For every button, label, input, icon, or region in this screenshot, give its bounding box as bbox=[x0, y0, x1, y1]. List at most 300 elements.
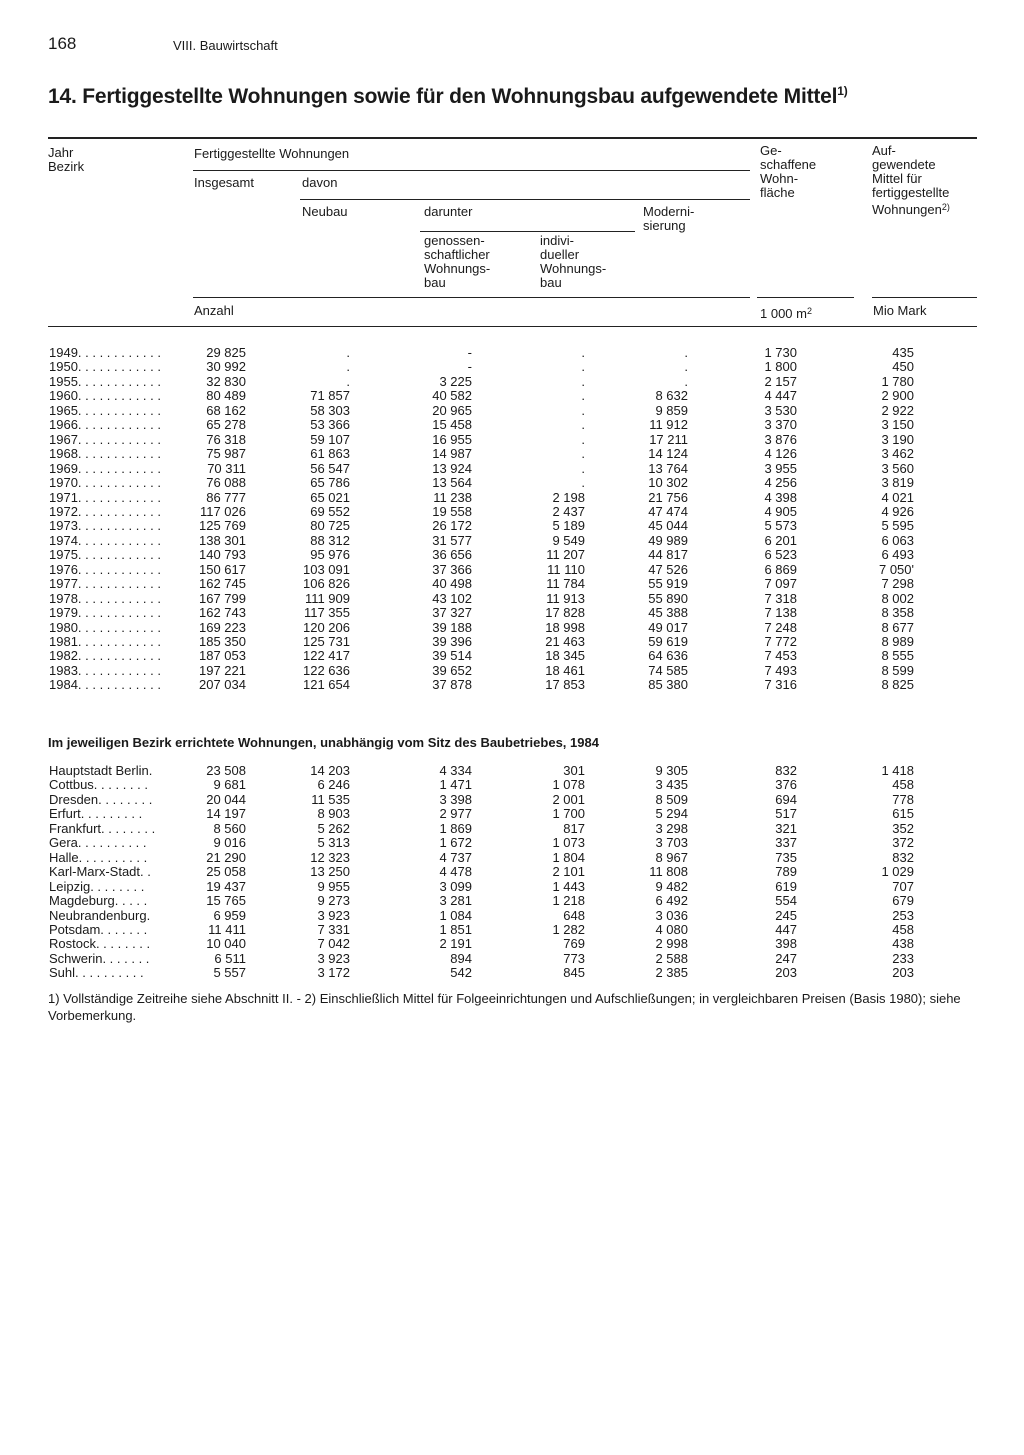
cell-neu: 103 091 bbox=[303, 561, 350, 577]
cell-mod: 55 919 bbox=[648, 576, 688, 592]
cell-mod: 74 585 bbox=[648, 662, 688, 678]
row-leader-dots: . bbox=[148, 763, 153, 778]
cell-mit: 8 825 bbox=[881, 677, 914, 693]
header-flaeche-line: Ge- bbox=[760, 143, 782, 158]
cell-neu: 69 552 bbox=[310, 503, 350, 519]
cell-gen: - bbox=[467, 345, 472, 360]
cell-ins: 25 058 bbox=[206, 864, 246, 880]
page-number: 168 bbox=[48, 34, 77, 53]
header-individuell bbox=[540, 234, 606, 290]
cell-fl: 7 097 bbox=[764, 576, 797, 592]
header-neubau: Neubau bbox=[302, 204, 348, 219]
cell-mod: 3 435 bbox=[655, 777, 688, 793]
cell-ind: 1 282 bbox=[552, 921, 585, 937]
cell-gen: 4 478 bbox=[439, 864, 472, 880]
row-label: 1966 bbox=[49, 417, 78, 433]
header-bottom-rule bbox=[48, 326, 977, 327]
cell-ind: . bbox=[581, 388, 585, 404]
cell-neu: 80 725 bbox=[310, 518, 350, 534]
header-jahr-line: Jahr bbox=[48, 145, 74, 160]
cell-fl: 7 138 bbox=[764, 605, 797, 621]
cell-fl: 7 248 bbox=[764, 619, 797, 635]
cell-gen: 2 191 bbox=[439, 936, 472, 952]
cell-gen: 39 652 bbox=[432, 662, 472, 678]
header-modernisierung bbox=[643, 205, 694, 233]
header-rule-fertig bbox=[193, 170, 750, 171]
header-flaeche-line: fläche bbox=[760, 185, 795, 200]
row-leader-dots: . . . . . . . . . . . . bbox=[77, 475, 161, 491]
cell-ins: 75 987 bbox=[206, 446, 246, 462]
cell-ind: 773 bbox=[563, 950, 585, 966]
cell-ins: 70 311 bbox=[207, 460, 246, 476]
row-label: 1978 bbox=[49, 590, 78, 606]
cell-neu: 59 107 bbox=[310, 431, 350, 447]
cell-fl: 321 bbox=[775, 820, 797, 836]
cell-mit: 8 989 bbox=[881, 634, 914, 649]
cell-mit: 203 bbox=[892, 965, 914, 981]
cell-mit: 8 555 bbox=[881, 648, 914, 664]
cell-ins: 140 793 bbox=[199, 547, 246, 563]
header-darunter: darunter bbox=[424, 204, 473, 219]
header-flaeche-line: Wohn- bbox=[760, 171, 799, 186]
row-label: 1975 bbox=[49, 547, 78, 563]
cell-ind: . bbox=[581, 446, 585, 462]
cell-ins: 15 765 bbox=[206, 893, 246, 909]
row-label: 1976 bbox=[49, 561, 78, 577]
cell-mit: 1 029 bbox=[881, 864, 914, 880]
year-row bbox=[0, 389, 1024, 403]
cell-mit: 3 462 bbox=[881, 446, 914, 462]
year-row bbox=[0, 563, 1024, 577]
row-leader-dots: . . . . . . . bbox=[102, 950, 150, 966]
cell-ind: 11 207 bbox=[546, 547, 585, 563]
cell-mit: 7 050' bbox=[878, 561, 914, 577]
cell-ins: 6 959 bbox=[213, 907, 246, 923]
cell-fl: 203 bbox=[775, 965, 797, 981]
cell-mod: 14 124 bbox=[648, 446, 688, 462]
header-mittel-line: gewendete bbox=[872, 157, 936, 172]
cell-neu: 106 826 bbox=[303, 576, 350, 592]
row-label: Karl-Marx-Stadt bbox=[49, 864, 141, 880]
row-label: 1967 bbox=[49, 431, 78, 447]
cell-mod: 6 492 bbox=[655, 893, 688, 909]
row-label: 1949 bbox=[49, 345, 78, 360]
bezirk-row bbox=[0, 822, 1024, 836]
cell-ind: . bbox=[581, 345, 585, 360]
cell-neu: 65 786 bbox=[310, 475, 350, 491]
header-rule-units-flaeche bbox=[757, 297, 854, 298]
year-row bbox=[0, 346, 1024, 360]
cell-mit: 450 bbox=[892, 359, 914, 375]
cell-gen: 40 498 bbox=[432, 576, 472, 592]
row-leader-dots: . . . . . . . . . . bbox=[77, 835, 147, 851]
row-leader-dots: . . . . . . . . . . . . bbox=[77, 532, 161, 548]
cell-ins: 138 301 bbox=[199, 532, 246, 548]
row-leader-dots: . bbox=[146, 907, 151, 923]
row-leader-dots: . . bbox=[140, 864, 151, 880]
year-row bbox=[0, 635, 1024, 649]
section-title: VIII. Bauwirtschaft bbox=[173, 38, 278, 53]
cell-mit: 458 bbox=[892, 777, 914, 793]
row-leader-dots: . . . . . . . . . . . . bbox=[77, 662, 161, 678]
cell-ins: 150 617 bbox=[199, 561, 246, 577]
bezirk-row bbox=[0, 807, 1024, 821]
cell-mod: 10 302 bbox=[648, 475, 688, 491]
cell-ins: 9 681 bbox=[213, 777, 246, 793]
cell-ins: 68 162 bbox=[206, 402, 246, 418]
cell-ins: 29 825 bbox=[206, 345, 246, 360]
cell-mod: 44 817 bbox=[648, 547, 688, 563]
row-leader-dots: . . . . . . . . . . . . bbox=[77, 605, 161, 621]
cell-mit: 3 560 bbox=[881, 460, 914, 476]
year-row bbox=[0, 577, 1024, 591]
header-insgesamt: Insgesamt bbox=[194, 175, 254, 190]
cell-mod: 59 619 bbox=[648, 634, 688, 649]
header-fertiggestellte: Fertiggestellte Wohnungen bbox=[194, 146, 350, 161]
cell-mod: 21 756 bbox=[648, 489, 688, 505]
cell-gen: 3 398 bbox=[439, 791, 472, 807]
bezirk-row bbox=[0, 851, 1024, 865]
cell-mod: 8 632 bbox=[655, 388, 688, 404]
cell-ins: 167 799 bbox=[199, 590, 246, 606]
cell-mit: 832 bbox=[892, 849, 914, 865]
header-top-rule bbox=[48, 137, 977, 139]
year-row bbox=[0, 534, 1024, 548]
row-leader-dots: . . . . . . . . . . bbox=[75, 965, 144, 981]
cell-gen: 13 924 bbox=[432, 460, 472, 476]
cell-ind: 18 345 bbox=[545, 648, 585, 664]
cell-ind: 301 bbox=[563, 763, 585, 778]
cell-fl: 245 bbox=[775, 907, 797, 923]
cell-ins: 10 040 bbox=[206, 936, 246, 952]
year-row bbox=[0, 375, 1024, 389]
cell-mit: 4 926 bbox=[881, 503, 914, 519]
cell-mit: 4 021 bbox=[881, 489, 914, 505]
row-label: Neubrandenburg bbox=[49, 907, 147, 923]
cell-ins: 11 411 bbox=[208, 921, 246, 937]
cell-neu: 117 355 bbox=[303, 605, 350, 621]
cell-gen: 542 bbox=[450, 965, 472, 981]
cell-ins: 187 053 bbox=[199, 648, 246, 664]
cell-ind: 1 078 bbox=[552, 777, 585, 793]
cell-mit: 435 bbox=[892, 345, 914, 360]
cell-gen: 11 238 bbox=[433, 489, 472, 505]
cell-ind: 2 101 bbox=[552, 864, 585, 880]
footnote: 1) Vollständige Zeitreihe siehe Abschnitt II. - 2) Einschließlich Mittel für Folgeeinrichtungen und Aufschließungen; in vergleichbaren Preisen (Basis 1980); siehe Vorbemerkung. bbox=[48, 991, 961, 1023]
cell-mit: 438 bbox=[892, 936, 914, 952]
cell-gen: 36 656 bbox=[432, 547, 472, 563]
row-label: 1969 bbox=[49, 460, 78, 476]
row-leader-dots: . . . . . . . . . . . . bbox=[77, 489, 161, 505]
cell-mod: 45 388 bbox=[648, 605, 688, 621]
header-modernisierung-line: sierung bbox=[643, 218, 686, 233]
cell-neu: 111 909 bbox=[304, 590, 350, 606]
cell-ind: . bbox=[581, 402, 585, 418]
cell-ins: 162 743 bbox=[199, 605, 246, 621]
cell-neu: 9 955 bbox=[317, 878, 350, 894]
year-row bbox=[0, 606, 1024, 620]
cell-fl: 4 905 bbox=[764, 503, 797, 519]
bezirk-row bbox=[0, 966, 1024, 980]
cell-mod: . bbox=[684, 359, 688, 375]
row-label: 1971 bbox=[49, 489, 78, 505]
header-genossen-line: genossen- bbox=[424, 233, 485, 248]
cell-neu: 9 273 bbox=[317, 893, 350, 909]
cell-neu: 71 857 bbox=[310, 388, 350, 404]
cell-ind: . bbox=[581, 475, 585, 491]
cell-ins: 117 026 bbox=[199, 503, 246, 519]
cell-ins: 197 221 bbox=[199, 662, 246, 678]
cell-neu: 8 903 bbox=[317, 806, 350, 822]
cell-gen: 15 458 bbox=[432, 417, 472, 433]
cell-fl: 3 370 bbox=[764, 417, 797, 433]
cell-neu: 58 303 bbox=[310, 402, 350, 418]
cell-fl: 398 bbox=[775, 936, 797, 952]
year-row bbox=[0, 491, 1024, 505]
cell-gen: 894 bbox=[450, 950, 472, 966]
header-individuell-line: Wohnungs- bbox=[540, 261, 607, 276]
row-label: 1980 bbox=[49, 619, 78, 635]
header-rule-davon bbox=[300, 199, 750, 200]
cell-mod: 49 989 bbox=[648, 532, 688, 548]
cell-fl: 3 955 bbox=[764, 460, 797, 476]
row-label: 1950 bbox=[49, 359, 78, 375]
bezirk-row bbox=[0, 894, 1024, 908]
cell-ind: 1 218 bbox=[552, 893, 585, 909]
year-row bbox=[0, 678, 1024, 692]
row-leader-dots: . . . . . . . bbox=[100, 921, 148, 937]
cell-mod: 11 912 bbox=[649, 417, 688, 433]
row-label: 1977 bbox=[49, 576, 78, 592]
row-label: Halle bbox=[49, 849, 79, 865]
cell-ins: 207 034 bbox=[199, 677, 246, 693]
cell-fl: 6 201 bbox=[764, 532, 797, 548]
cell-ins: 19 437 bbox=[206, 878, 246, 894]
year-row bbox=[0, 548, 1024, 562]
cell-ind: 648 bbox=[563, 907, 585, 923]
cell-ind: 1 804 bbox=[552, 849, 585, 865]
cell-mit: 2 900 bbox=[881, 388, 914, 404]
cell-ind: 845 bbox=[563, 965, 585, 981]
year-row bbox=[0, 404, 1024, 418]
cell-mit: 7 298 bbox=[881, 576, 914, 592]
year-row bbox=[0, 649, 1024, 663]
cell-mit: 458 bbox=[892, 921, 914, 937]
cell-fl: 789 bbox=[775, 864, 797, 880]
row-leader-dots: . . . . . . . . . . . . bbox=[77, 648, 161, 664]
bezirk-row bbox=[0, 937, 1024, 951]
cell-gen: 39 396 bbox=[432, 634, 472, 649]
row-leader-dots: . . . . . . . . . . . . bbox=[77, 388, 161, 404]
row-leader-dots: . . . . . . . . . . . . bbox=[77, 359, 161, 375]
row-leader-dots: . . . . . . . . . . . . bbox=[77, 590, 161, 606]
cell-gen: 3 281 bbox=[439, 893, 472, 909]
cell-mit: 8 002 bbox=[881, 590, 914, 606]
cell-neu: 56 547 bbox=[310, 460, 350, 476]
cell-ind: 817 bbox=[563, 820, 585, 836]
cell-gen: 14 987 bbox=[432, 446, 472, 462]
year-row bbox=[0, 592, 1024, 606]
row-leader-dots: . . . . . . . . bbox=[95, 936, 151, 952]
cell-mit: 372 bbox=[892, 835, 914, 851]
cell-mit: 8 677 bbox=[881, 619, 914, 635]
cell-mod: 3 298 bbox=[655, 820, 688, 836]
cell-mod: 47 474 bbox=[648, 503, 688, 519]
cell-neu: 53 366 bbox=[310, 417, 350, 433]
cell-gen: 19 558 bbox=[432, 503, 472, 519]
cell-fl: 2 157 bbox=[764, 373, 797, 389]
row-label: 1955 bbox=[49, 373, 78, 389]
cell-ins: 185 350 bbox=[199, 634, 246, 649]
cell-ind: 769 bbox=[563, 936, 585, 952]
cell-ins: 30 992 bbox=[206, 359, 246, 375]
cell-fl: 7 493 bbox=[764, 662, 797, 678]
row-leader-dots: . . . . . . . . . . . . bbox=[77, 446, 161, 462]
cell-mod: 2 998 bbox=[655, 936, 688, 952]
cell-neu: 7 331 bbox=[317, 921, 350, 937]
row-label: 1984 bbox=[49, 677, 78, 693]
row-label: Schwerin bbox=[49, 950, 103, 966]
cell-fl: 337 bbox=[775, 835, 797, 851]
cell-ins: 80 489 bbox=[206, 388, 246, 404]
cell-mit: 3 190 bbox=[881, 431, 914, 447]
cell-mit: 8 358 bbox=[881, 605, 914, 621]
row-leader-dots: . . . . . . . . . . . . bbox=[77, 619, 161, 635]
cell-gen: 37 327 bbox=[432, 605, 472, 621]
header-mittel-line: Auf- bbox=[872, 143, 896, 158]
year-row bbox=[0, 433, 1024, 447]
cell-fl: 4 447 bbox=[764, 388, 797, 404]
cell-mit: 3 150 bbox=[881, 417, 914, 433]
bezirk-row bbox=[0, 952, 1024, 966]
cell-neu: 3 172 bbox=[317, 965, 350, 981]
row-label: 1982 bbox=[49, 648, 78, 664]
row-leader-dots: . . . . . . . . . . . . bbox=[77, 547, 161, 563]
bezirk-row bbox=[0, 880, 1024, 894]
row-leader-dots: . . . . . . . . . . . . bbox=[77, 417, 161, 433]
cell-ind: 18 998 bbox=[545, 619, 585, 635]
cell-ins: 23 508 bbox=[206, 763, 246, 778]
cell-gen: 37 366 bbox=[432, 561, 472, 577]
cell-ins: 125 769 bbox=[199, 518, 246, 534]
row-label: Rostock bbox=[49, 936, 96, 952]
cell-neu: . bbox=[346, 373, 350, 389]
cell-mit: 3 819 bbox=[881, 475, 914, 491]
cell-mod: 4 080 bbox=[655, 921, 688, 937]
row-leader-dots: . . . . . . . . . . . . bbox=[77, 518, 161, 534]
bezirk-section-title: Im jeweiligen Bezirk errichtete Wohnungen, unabhängig vom Sitz des Baubetriebes, 1984 bbox=[48, 735, 599, 750]
row-label: 1970 bbox=[49, 475, 78, 491]
cell-gen: 3 099 bbox=[439, 878, 472, 894]
cell-fl: 517 bbox=[775, 806, 797, 822]
cell-mod: 3 036 bbox=[655, 907, 688, 923]
cell-ind: 9 549 bbox=[552, 532, 585, 548]
cell-neu: 61 863 bbox=[310, 446, 350, 462]
header-genossen-line: bau bbox=[424, 275, 446, 290]
cell-fl: 3 530 bbox=[764, 402, 797, 418]
cell-ind: 1 443 bbox=[552, 878, 585, 894]
header-mittel bbox=[872, 144, 950, 217]
cell-ind: 11 784 bbox=[546, 576, 585, 592]
cell-fl: 447 bbox=[775, 921, 797, 937]
cell-ins: 21 290 bbox=[206, 849, 246, 865]
cell-ind: . bbox=[581, 359, 585, 375]
cell-mod: 9 859 bbox=[655, 402, 688, 418]
cell-gen: 26 172 bbox=[432, 518, 472, 534]
row-label: Magdeburg bbox=[49, 893, 115, 909]
cell-ins: 86 777 bbox=[206, 489, 246, 505]
cell-fl: 554 bbox=[775, 893, 797, 909]
cell-neu: . bbox=[346, 359, 350, 375]
row-label: 1979 bbox=[49, 605, 78, 621]
row-leader-dots: . . . . . . . . . . . . bbox=[77, 402, 161, 418]
cell-gen: 1 084 bbox=[439, 907, 472, 923]
bezirk-row bbox=[0, 923, 1024, 937]
cell-mod: 11 808 bbox=[649, 864, 688, 880]
year-row bbox=[0, 505, 1024, 519]
cell-mod: 2 588 bbox=[655, 950, 688, 966]
cell-neu: 12 323 bbox=[310, 849, 350, 865]
cell-ind: 21 463 bbox=[545, 634, 585, 649]
cell-gen: 43 102 bbox=[432, 590, 472, 606]
cell-ind: 5 189 bbox=[552, 518, 585, 534]
cell-ind: . bbox=[581, 417, 585, 433]
cell-neu: 7 042 bbox=[317, 936, 350, 952]
cell-neu: 5 262 bbox=[317, 820, 350, 836]
cell-fl: 1 800 bbox=[764, 359, 797, 375]
bezirk-row bbox=[0, 778, 1024, 792]
cell-fl: 7 453 bbox=[764, 648, 797, 664]
cell-ind: 2 198 bbox=[552, 489, 585, 505]
cell-ins: 76 088 bbox=[206, 475, 246, 491]
cell-neu: 14 203 bbox=[310, 763, 350, 778]
row-label: 1968 bbox=[49, 446, 78, 462]
cell-fl: 4 126 bbox=[764, 446, 797, 462]
header-genossen-line: schaftlicher bbox=[424, 247, 490, 262]
row-label: 1972 bbox=[49, 503, 78, 519]
cell-mod: 2 385 bbox=[655, 965, 688, 981]
bezirk-row bbox=[0, 836, 1024, 850]
cell-neu: 6 246 bbox=[317, 777, 350, 793]
header-individuell-line: dueller bbox=[540, 247, 580, 262]
row-leader-dots: . . . . . . . . bbox=[101, 820, 156, 836]
cell-gen: 1 672 bbox=[439, 835, 472, 851]
cell-mod: 9 305 bbox=[655, 763, 688, 778]
header-mittel-last: Wohnungen bbox=[872, 202, 942, 217]
cell-ind: . bbox=[581, 431, 585, 447]
row-label: Gera bbox=[49, 835, 78, 851]
row-label: Erfurt bbox=[49, 806, 81, 822]
cell-gen: 31 577 bbox=[432, 532, 472, 548]
header-mittel-line: Mittel für bbox=[872, 171, 922, 186]
cell-mit: 233 bbox=[892, 950, 914, 966]
bezirk-row bbox=[0, 865, 1024, 879]
cell-fl: 5 573 bbox=[764, 518, 797, 534]
cell-mod: 55 890 bbox=[648, 590, 688, 606]
cell-ins: 76 318 bbox=[206, 431, 246, 447]
row-label: 1981 bbox=[49, 634, 78, 649]
unit-flaeche bbox=[760, 304, 812, 321]
cell-mod: 13 764 bbox=[648, 460, 688, 476]
row-leader-dots: . . . . . . . . . . . . bbox=[77, 634, 161, 649]
cell-ins: 169 223 bbox=[199, 619, 246, 635]
row-label: Suhl bbox=[49, 965, 76, 981]
cell-ind: 11 110 bbox=[547, 561, 585, 577]
cell-fl: 6 523 bbox=[764, 547, 797, 563]
row-leader-dots: . . . . . . . . . . . . bbox=[77, 503, 161, 519]
cell-fl: 1 730 bbox=[764, 345, 797, 360]
row-label: Frankfurt bbox=[49, 820, 102, 836]
